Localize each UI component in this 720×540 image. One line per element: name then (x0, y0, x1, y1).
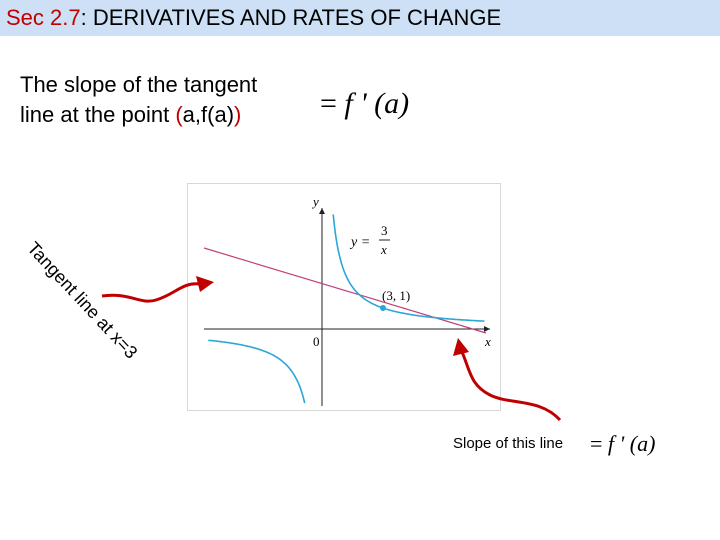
section-number: Sec 2.7 (6, 5, 81, 30)
intro-text (20, 70, 320, 130)
point-open-paren: ( (175, 102, 183, 127)
x-axis-arrowhead (484, 326, 490, 332)
x-axis-label: x (485, 334, 491, 349)
graph-panel (187, 183, 501, 411)
section-title: : DERIVATIVES AND RATES OF CHANGE (80, 5, 502, 30)
intro-line-2 (20, 100, 320, 130)
y-axis-arrowhead (319, 208, 325, 214)
main-formula-equals: = (320, 87, 337, 120)
curve-label-numerator: 3 (381, 223, 388, 238)
tangency-point (380, 305, 386, 311)
main-formula (320, 86, 409, 122)
slope-caption: Slope of this line (453, 435, 564, 452)
title-bar (0, 0, 720, 36)
slope-formula-expr: f ' (a) (607, 431, 656, 456)
tangent-line (204, 248, 486, 333)
main-formula-expr: f ' (a) (344, 87, 410, 120)
curve-branch-negative (208, 340, 304, 403)
point-close-paren: ) (234, 102, 242, 127)
curve-label-denominator: x (381, 242, 387, 257)
point-coordinates: a,f(a) (182, 102, 235, 127)
slope-formula-equals: = (590, 431, 603, 456)
slope-formula (590, 430, 655, 458)
y-axis-label: y (313, 194, 319, 209)
curve-label-lhs: y = (351, 235, 371, 250)
intro-line-2-prefix: line at the point (20, 102, 176, 127)
tangent-annotation-text: Tangent line at x=3 (23, 238, 142, 363)
arrow-to-tangent-shaft (102, 284, 200, 301)
point-label: (3, 1) (382, 288, 411, 303)
graph-svg (188, 184, 500, 410)
curve-branch-positive (333, 215, 484, 322)
intro-line-1: The slope of the tangent (20, 72, 258, 97)
origin-label: 0 (313, 334, 320, 349)
slide-title (6, 4, 501, 32)
